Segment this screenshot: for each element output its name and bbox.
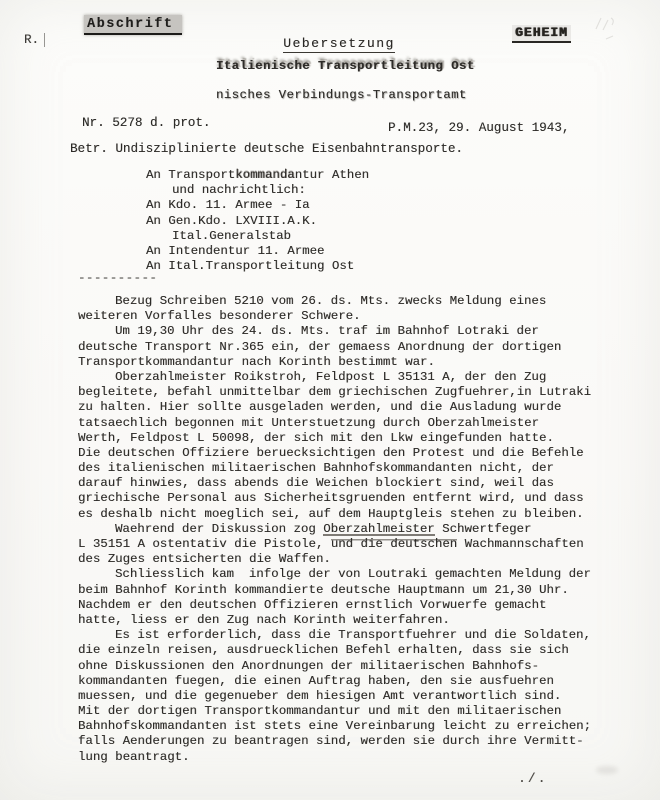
body-line: hatte, liess er den Zug nach Korinth weiterfahren. (78, 612, 450, 627)
body-line: ohne Diskussionen den Anordnungen der militaerischen Bahnhofs- (78, 658, 540, 673)
body-line: Bezug Schreiben 5210 vom 26. ds. Mts. zwecks Meldung eines (115, 294, 547, 308)
classification-stamp: GEHEIM (512, 25, 571, 43)
subject-line: Betr. Undisziplinierte deutsche Eisenbahntransporte. (70, 142, 463, 156)
recipient-line: An Intendentur 11. Armee (146, 243, 325, 258)
overtype-smudge: kommanda (235, 168, 295, 182)
letter-body (78, 294, 598, 765)
body-line: des italienischen militaerischen Bahnhofskommandanten nicht, der (78, 461, 554, 476)
body-line: darauf hinwies, dass abends die Weichen blockiert sind, weil das (78, 476, 554, 491)
body-line: Es ist erforderlich, dass die Transportfuehrer und die Soldaten, (115, 628, 591, 643)
body-line: muessen, und die gegenueber dem hiesigen Amt verantwortlich sind. (78, 688, 562, 703)
end-of-page-mark: ./. (518, 771, 548, 786)
body-line: weiteren Vorfalles besonderer Schwere. (78, 309, 361, 324)
body-line: Werth, Feldpost L 50098, der sich mit den Lkw eingefunden hatte. (78, 430, 554, 445)
body-line: griechische Personal aus Sicherheitsgruenden entfernt wird, und dass (78, 491, 584, 506)
body-line: deutsche Transport Nr.365 ein, der gemaess Anordnung der dortigen (78, 339, 562, 354)
recipient-line: An Gen.Kdo. LXVIII.A.K. (146, 213, 318, 228)
body-line: lung beantragt. (78, 749, 190, 764)
body-line: begleitete, befahl unmittelbar dem griechischen Zugfuehrer,in Lutraki (78, 385, 592, 400)
body-line: es deshalb nicht moeglich sei, auf dem Hauptgleis stehen zu bleiben. (78, 506, 584, 521)
body-line: Um 19,30 Uhr des 24. ds. Mts. traf im Bahnhof Lotraki der (115, 324, 539, 339)
pencil-strike: und die deutschen (330, 537, 458, 551)
body-line: Oberzahlmeister Roikstroh, Feldpost L 35131 A, der den Zug (115, 369, 547, 384)
place-date-line: P.M.23, 29. August 1943, (388, 121, 570, 135)
body-line: L 35151 A ostentativ die Pistole, und die deutschen Wachmannschaften (78, 537, 584, 551)
recipient-line: An Ital.Transportleitung Ost (146, 259, 355, 274)
title-row (0, 34, 660, 53)
body-line: Bahnhofskommandanten ist stets eine Vereinbarung leicht zu erreichen; (78, 719, 592, 734)
recipient-line: Ital.Generalstab (172, 228, 291, 243)
body-line: Waehrend der Diskussion zog Oberzahlmeister Schwertfeger (115, 521, 532, 536)
recipient-list (146, 168, 369, 274)
body-line: falls Aenderungen zu beantragen sind, werden sie durch ihre Vermitt- (78, 734, 584, 749)
scan-smudge (596, 766, 618, 774)
margin-initial: R. (24, 33, 45, 47)
body-line: Transportkommandantur nach Korinth bestimmt war. (78, 354, 435, 369)
letterhead-line-1: Italienische Transportleitung Ost (216, 59, 475, 73)
body-line: Mit der dortigen Transportkommandantur und mit den militaerischen (78, 704, 562, 719)
body-line: beim Bahnhof Korinth kommandierte deutsche Hauptmann um 21,30 Uhr. (78, 582, 569, 597)
body-line: tatsaechlich begonnen mit Unterstuetzung durch Oberzahlmeister (78, 415, 540, 430)
recipient-line: An Kdo. 11. Armee - Ia (146, 198, 310, 213)
letterhead-line-2: nisches Verbindungs-Transportamt (216, 88, 467, 102)
body-line: Schliesslich kam infolge der von Loutraki gemachten Meldung der (115, 567, 591, 582)
body-line: die einzeln reisen, ausdruecklichen Befehl erhalten, dass sie sich (78, 643, 569, 658)
body-line: Die deutschen Offiziere beruecksichtigen den Protest und die Befehle (78, 445, 584, 460)
recipient-line: und nachrichtlich: (172, 183, 306, 198)
pencil-underline: Oberzahlmeister (323, 521, 435, 536)
copy-stamp: Abschrift (84, 15, 182, 35)
body-line: des Zuges entsicherten die Waffen. (78, 552, 331, 567)
reference-number: Nr. 5278 d. prot. (82, 116, 211, 130)
body-line: Nachdem er den deutschen Offizieren ernstlich Vorwuerfe gemacht (78, 597, 547, 612)
divider-dashes: ---------- (78, 271, 158, 285)
document-title: Uebersetzung (283, 36, 395, 51)
body-line: zu halten. Hier sollte ausgeladen werden, und die Ausladung wurde (78, 400, 562, 415)
body-line: kommandanten fuegen, die einen Auftrag haben, den sie ausfuehren (78, 673, 554, 688)
recipient-line: An Transportkommandantur Athen (146, 168, 370, 182)
